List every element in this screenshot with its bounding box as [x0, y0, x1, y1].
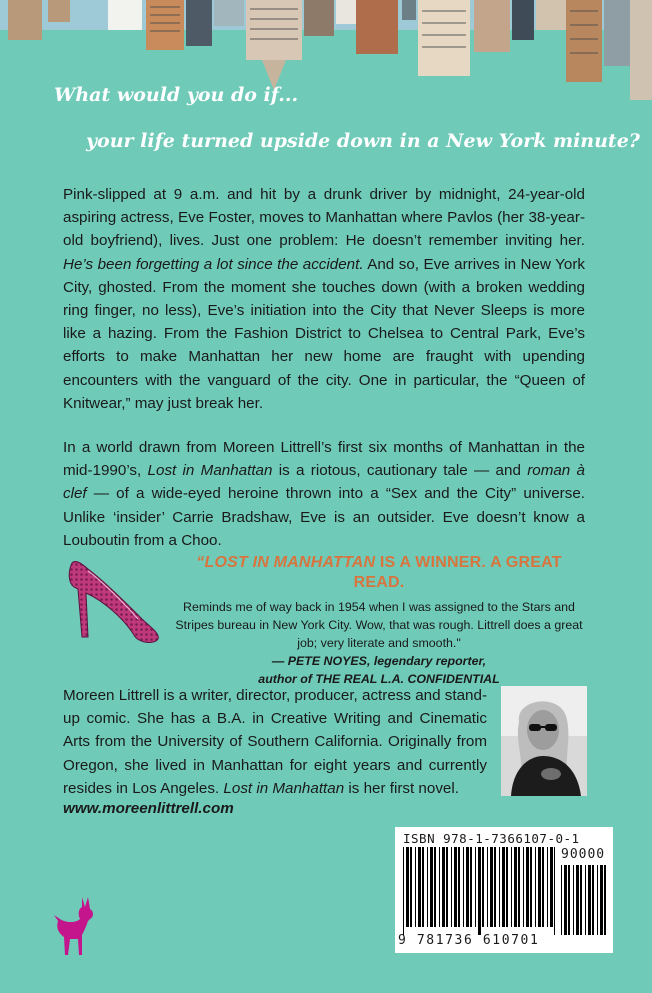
tagline-line-2: your life turned upside down in a New York minute?	[86, 130, 640, 152]
description-paragraph-1: Pink-slipped at 9 a.m. and hit by a drunk driver by midnight, 24-year-old aspiring actress, Eve Foster, moves to Manhattan where Pavlos (her 38-year-old boyfriend), lives. Just one problem: He doesn’t remember inviting her. He’s been forgetting a lot since the accident. And so, Eve arrives in New York City, ghosted. From the moment she touches down (with a broken wedding ring finger, no less), Eve’s initiation into the City that Never Sleeps is more like a hazing. From the Fashion District to Chelsea to Central Park, Eve’s efforts to make Manhattan her new home are fraught with upending encounters with the vanguard of the city. One in particular, the “Queen of Knitwear,” may just break her.	[63, 186, 585, 412]
barcode-bars-main	[403, 847, 555, 935]
review-headline: “LOST IN MANHATTAN IS A WINNER. A GREAT READ.	[196, 554, 562, 591]
review-attribution-line-2: author of THE REAL L.A. CONFIDENTIAL	[258, 672, 500, 686]
author-website-link[interactable]: www.moreenlittrell.com	[63, 800, 234, 817]
author-photo	[501, 686, 587, 796]
isbn-number: ISBN 978-1-7366107-0-1	[403, 831, 580, 846]
review-attribution-line-1: — PETE NOYES, legendary reporter,	[271, 654, 487, 668]
ean-digits: 9 781736 610701	[398, 933, 540, 948]
review-body: Reminds me of way back in 1954 when I was assigned to the Stars and Stripes bureau in New York City. Wow, that was rough. Littrell does a great job; very literate and smooth."	[175, 600, 583, 650]
author-bio: Moreen Littrell is a writer, director, producer, actress and stand-up comic. She has a B.A. in Creative Writing and Cinematic Arts from the University of Southern California. Originally from Oregon, she lived in Manhattan for eight years and currently resides in Los Angeles. Lost in Manhattan is her first novel.	[63, 687, 487, 797]
isbn-barcode	[395, 827, 613, 953]
barcode-bars-addon	[561, 865, 607, 943]
price-code: 90000	[561, 847, 606, 862]
review-quote	[170, 553, 588, 688]
high-heel-shoe-icon	[64, 557, 162, 647]
tagline-line-1: What would you do if...	[54, 84, 299, 106]
chihuahua-logo-icon	[52, 893, 102, 959]
description-paragraph-2: In a world drawn from Moreen Littrell’s first six months of Manhattan in the mid-1990’s, Lost in Manhattan is a riotous, cautionary tale — and roman à clef — of a wide-eyed heroine thrown into a “Sex and the City” universe. Unlike ‘insider’ Carrie Bradshaw, Eve is an outsider. Eve doesn’t know a Louboutin from a Choo.	[63, 439, 586, 549]
